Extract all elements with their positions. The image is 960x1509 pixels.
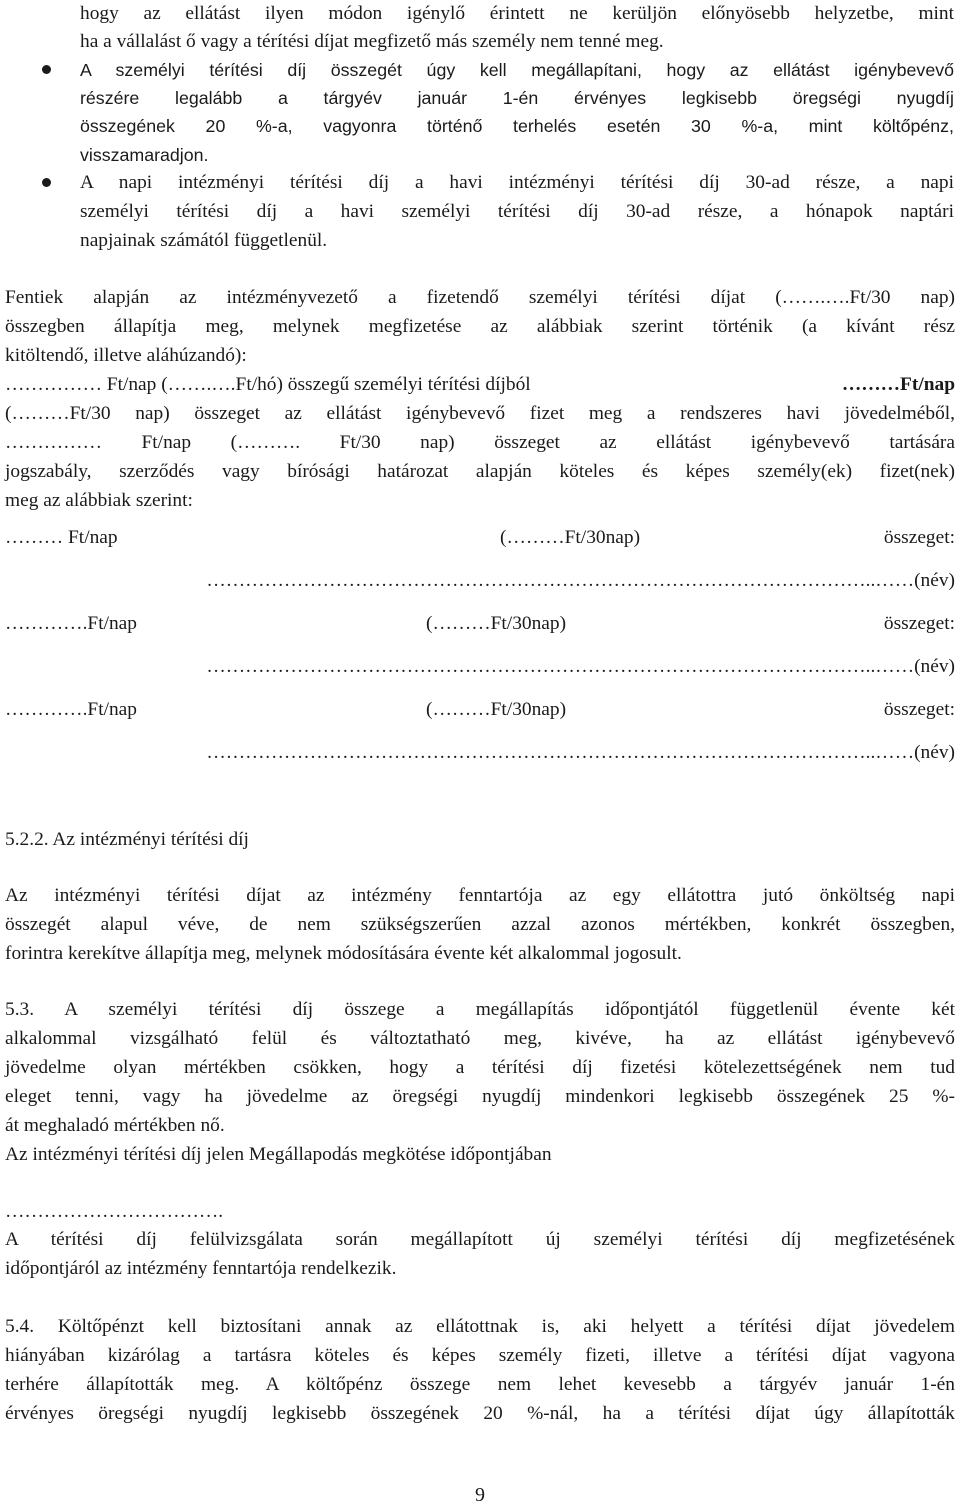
section-5-3-line-5: át meghaladó mértékben nő. (5, 1115, 225, 1136)
payer-amount: ……… Ft/nap (5, 527, 118, 548)
fentiek-line-6: …………… Ft/nap (………. Ft/30 nap) összeget az ellátást igénybevevő tartására (5, 432, 955, 453)
section-5-4-line-3: terhére állapították meg. A költőpénz összege nem lehet kevesebb a tárgyév január 1-én (5, 1374, 955, 1395)
payer-label: összeget: (883, 527, 955, 548)
payer-label: összeget: (883, 613, 955, 634)
section-5-2-2-line-1: Az intézményi térítési díjat az intézmény fenntartója az egy ellátottra jutó önköltség napi (5, 885, 955, 906)
payer-label: összeget: (883, 699, 955, 720)
top-fragment-line-2: ha a vállalást ő vagy a térítési díjat megfizető más személy nem tenné meg. (80, 31, 664, 52)
payer-amount: ………….Ft/nap (5, 613, 137, 634)
payer-name-line: …………………………………………………………………………………………..……(név) (206, 742, 955, 763)
bullet-2-line-1: A napi intézményi térítési díj a havi intézményi térítési díj 30-ad része, a napi (80, 172, 954, 193)
section-5-3-line-9: időpontjáról az intézmény fenntartója rendelkezik. (5, 1258, 397, 1279)
top-fragment-line-1: hogy az ellátást ilyen módon igénylő érintett ne kerüljön előnyösebb helyzetbe, mint (80, 3, 954, 24)
bullet-2-line-3: napjainak számától függetlenül. (80, 230, 328, 251)
section-5-3-line-3: jövedelme olyan mértékben csökken, hogy a térítési díj fizetési kötelezettségének nem tud (5, 1057, 955, 1078)
payer-monthly: (………Ft/30nap) (426, 699, 567, 720)
section-5-4-line-2: hiányában kizárólag a tartásra köteles és képes személy fizeti, illetve a térítési díjat vagyona (5, 1345, 955, 1366)
payer-name-line: …………………………………………………………………………………………..……(név) (206, 656, 955, 677)
fentiek-line-7: jogszabály, szerződés vagy bírósági határozat alapján köteles és képes személy(ek) fizet(nek) (5, 461, 955, 482)
section-5-2-2-line-3: forintra kerekítve állapítja meg, melynek módosítására évente két alkalommal jogosult. (5, 943, 682, 964)
fentiek-line-3: kitöltendő, illetve aláhúzandó): (5, 345, 247, 366)
fentiek-line-4-text: …………… Ft/nap (…….….Ft/hó) összegű személyi térítési díjból (5, 374, 531, 395)
fentiek-line-4 (5, 372, 955, 398)
section-5-4-line-1: 5.4. Költőpénzt kell biztosítani annak az ellátottnak is, aki helyett a térítési díjat jövedelem (5, 1316, 955, 1337)
section-5-4-line-4: érvényes öregségi nyugdíj legkisebb összegének 20 %-nál, ha a térítési díjat úgy állapították (5, 1403, 955, 1424)
bullet-2-line-2: személyi térítési díj a havi személyi térítési díj 30-ad része, a hónapok naptári (80, 201, 954, 222)
section-5-3-line-2: alkalommal vizsgálható felül és változtatható meg, kivéve, ha az ellátást igénybevevő (5, 1028, 955, 1049)
section-5-2-2-line-2: összegét alapul véve, de nem szükségszerűen azzal azonos mértékben, konkrét összegben, (5, 914, 955, 935)
bullet-1-line-1: A személyi térítési díj összegét úgy kell megállapítani, hogy az ellátást igénybevevő (80, 60, 954, 80)
fentiek-line-8: meg az alábbiak szerint: (5, 490, 193, 511)
payer-monthly: (………Ft/30nap) (426, 613, 567, 634)
payer-monthly: (………Ft/30nap) (500, 527, 641, 548)
section-5-3-line-6: Az intézményi térítési díj jelen Megállapodás megkötése időpontjában (5, 1144, 552, 1165)
section-5-2-2-heading: 5.2.2. Az intézményi térítési díj (5, 829, 249, 850)
fentiek-line-4-bold: ………Ft/nap (841, 374, 955, 395)
section-5-3-line-4: eleget tenni, vagy ha jövedelme az öregségi nyugdíj mindenkori legkisebb összegének 25 %- (5, 1086, 955, 1107)
bullet-marker (42, 178, 51, 187)
fentiek-line-5: (………Ft/30 nap) összeget az ellátást igénybevevő fizet meg a rendszeres havi jövedelméből, (5, 403, 955, 424)
bullet-1-line-3: összegének 20 %-a, vagyonra történő terhelés esetén 30 %-a, mint költőpénz, (80, 116, 954, 136)
payer-amount: ………….Ft/nap (5, 699, 137, 720)
bullet-marker (42, 65, 51, 74)
payer-name-line: …………………………………………………………………………………………..……(név) (206, 570, 955, 591)
bullet-1-line-4: visszamaradjon. (80, 145, 209, 165)
section-5-3-line-8: A térítési díj felülvizsgálata során megállapított új személyi térítési díj megfizetésének (5, 1229, 955, 1250)
fentiek-line-2: összegben állapítja meg, melynek megfizetése az alábbiak szerint történik (a kívánt rész (5, 316, 955, 337)
fentiek-line-1: Fentiek alapján az intézményvezető a fizetendő személyi térítési díjat (…….….Ft/30 nap) (5, 287, 955, 308)
section-5-3-line-7: ……………………………. (5, 1201, 224, 1222)
section-5-3-line-1: 5.3. A személyi térítési díj összege a megállapítás időpontjától függetlenül évente két (5, 999, 955, 1020)
bullet-1-line-2: részére legalább a tárgyév január 1-én érvényes legkisebb öregségi nyugdíj (80, 88, 954, 108)
page-number: 9 (475, 1484, 485, 1506)
